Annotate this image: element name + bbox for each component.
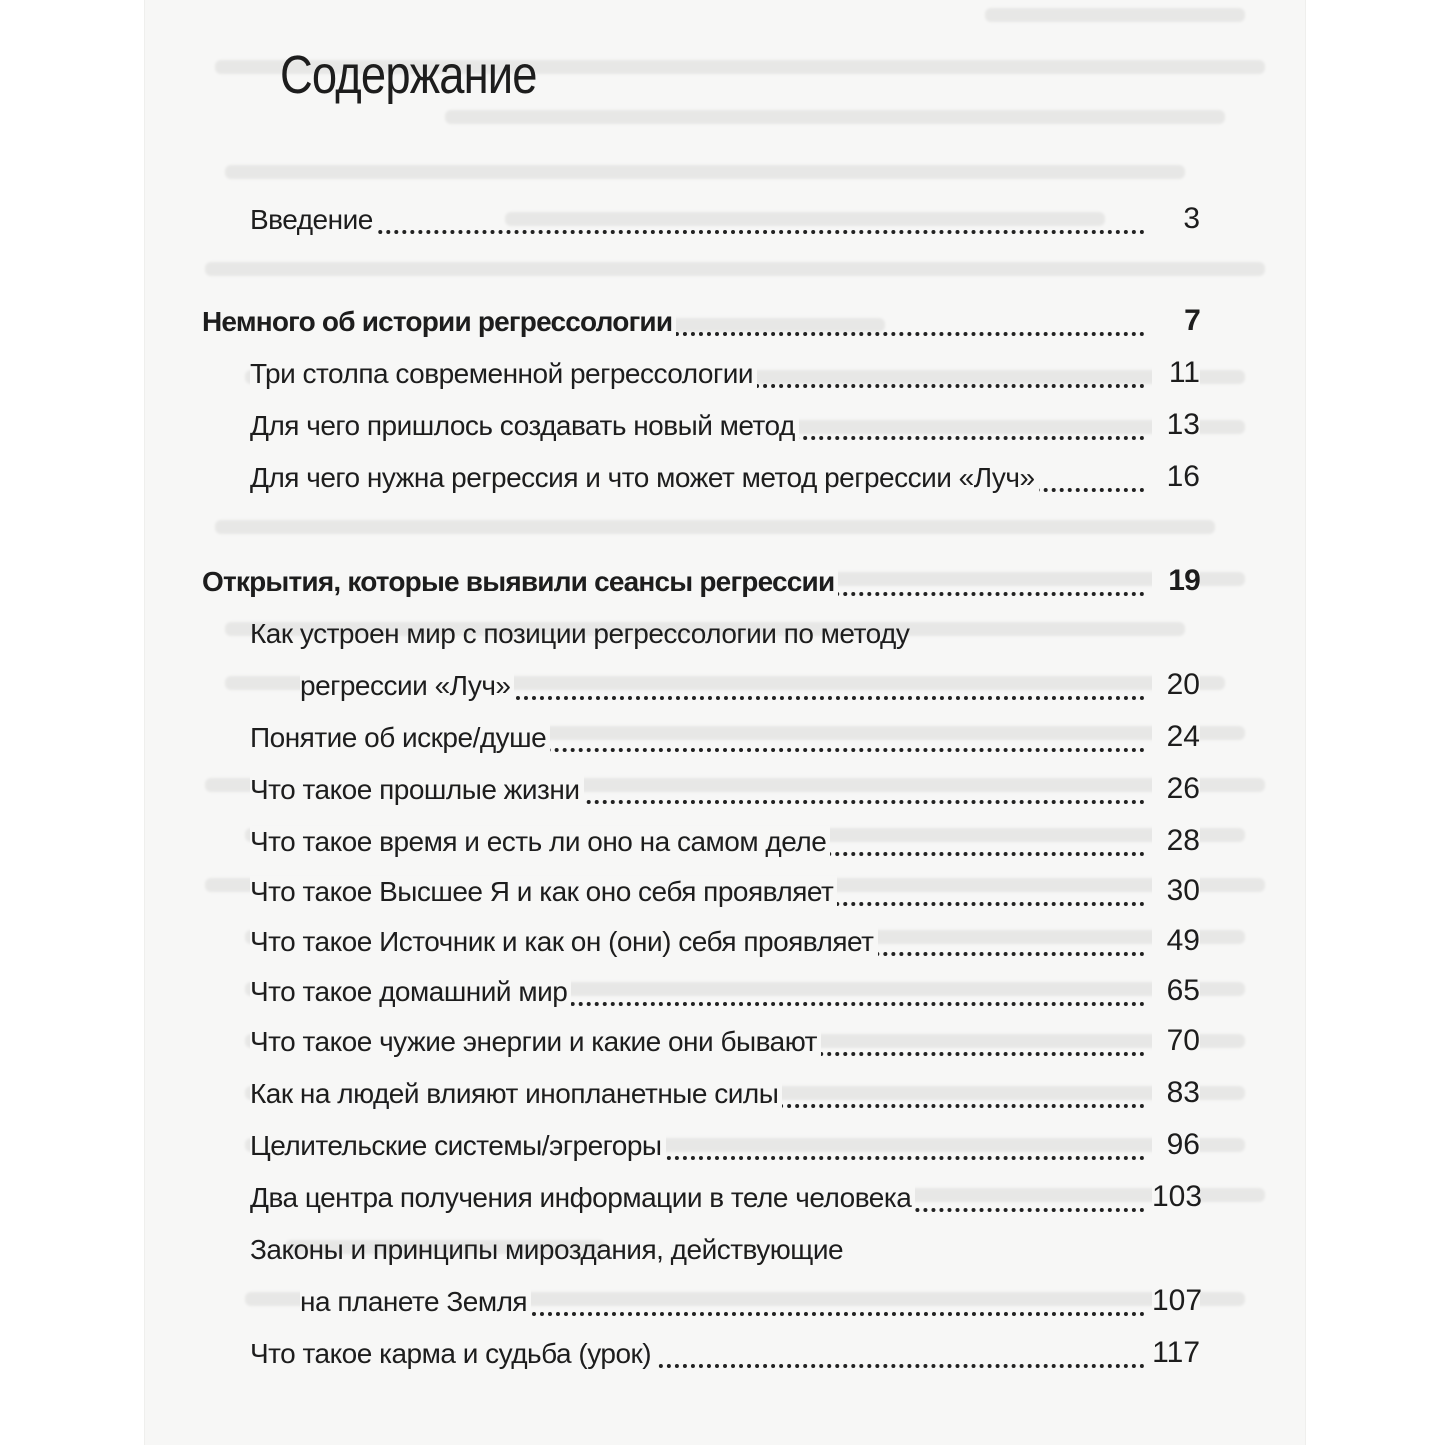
toc-entry-label: Что такое Источник и как он (они) себя проявляет [250,926,878,958]
page-number: 65 [1152,974,1200,1008]
page-number: 103 [1152,1180,1203,1213]
page-number: 13 [1152,408,1200,442]
toc-entry-label: Что такое время и есть ли оно на самом деле [250,826,830,858]
toc-entry-label: Что такое чужие энергии и какие они бывают [250,1026,821,1058]
dot-leader [250,226,1145,234]
page-number: 19 [1152,564,1200,598]
toc-entry [145,552,1200,604]
toc-entry [145,862,1200,914]
page-number: 49 [1152,924,1200,958]
page-number: 20 [1152,668,1200,702]
toc-entry [145,1116,1200,1168]
toc-entry-label: Что такое прошлые жизни [250,774,584,806]
toc-entry [145,618,1200,708]
book-page [145,0,1305,1445]
toc-entry [145,448,1200,500]
toc-entry [145,1064,1200,1116]
page-number: 30 [1152,874,1200,908]
toc-entry [145,812,1200,864]
toc-entry-title: Как устроен мир с позиции регрессологии по методу [250,618,910,649]
page-number: 117 [1152,1336,1200,1369]
page-number: 107 [1152,1284,1203,1317]
toc-entry-label: Открытия, которые выявили сеансы регрессии [202,566,838,598]
page-number: 83 [1152,1076,1200,1110]
page-number: 96 [1152,1128,1200,1162]
toc-entry [145,396,1200,448]
page-number: 3 [1152,202,1200,236]
toc-entry [145,1168,1203,1220]
page-number: 28 [1152,824,1200,858]
page-number: 7 [1152,304,1200,338]
toc-entry-label: Что такое карма и судьба (урок) [250,1338,655,1370]
toc-entry [145,1324,1200,1376]
toc-entry-label: Введение [250,204,377,236]
toc-entry [145,708,1200,760]
toc-entry-label: Три столпа современной регрессологии [250,358,757,390]
toc-entry-label: Как на людей влияют инопланетные силы [250,1078,782,1110]
toc-entry-label: Для чего нужна регрессия и что может метод регрессии «Луч» [250,462,1039,494]
toc-entry-label: Немного об истории регрессологии [202,306,676,338]
toc-entry [145,1012,1200,1064]
toc-entry [145,760,1200,812]
toc-entry-label: Что такое домашний мир [250,976,571,1008]
toc-entry-label: регрессии «Луч» [300,670,514,702]
toc-entry-label: Что такое Высшее Я и как оно себя проявляет [250,876,837,908]
page-number: 16 [1152,460,1200,494]
toc-entry [145,912,1200,964]
toc-entry-label: Для чего пришлось создавать новый метод [250,410,799,442]
page-number: 70 [1152,1024,1200,1058]
toc-entry [145,1234,1203,1324]
toc-title: Содержание [280,45,537,105]
page-number: 26 [1152,772,1200,806]
toc-entry [145,962,1200,1014]
toc-entry-label: Два центра получения информации в теле человека [250,1182,915,1214]
toc-entry-label: на планете Земля [300,1286,531,1318]
page-number: 11 [1152,356,1200,390]
toc-entry [145,190,1200,242]
toc-entry-label: Понятие об искре/душе [250,722,550,754]
page-number: 24 [1152,720,1200,754]
toc-entry [145,292,1200,344]
toc-entry [145,344,1200,396]
toc-entry-title: Законы и принципы мироздания, действующие [250,1234,844,1265]
toc-entry-label: Целительские системы/эгрегоры [250,1130,666,1162]
